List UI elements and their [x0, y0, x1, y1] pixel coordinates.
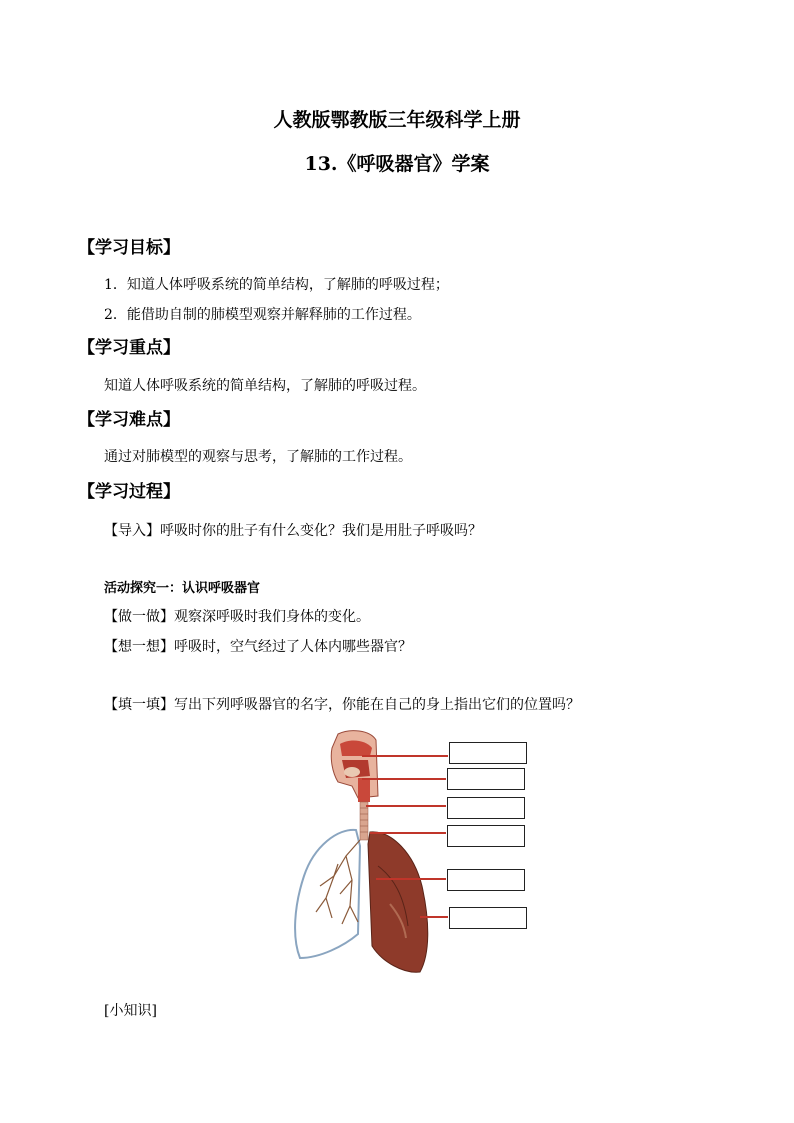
tongue	[344, 767, 360, 777]
answer-box-bronchi[interactable]	[447, 869, 525, 891]
leader-line-1	[362, 755, 448, 757]
process-heading: 【学习过程】	[78, 482, 180, 502]
answer-box-throat[interactable]	[447, 768, 525, 790]
document-subtitle: 13.《呼吸器官》学案	[304, 153, 490, 175]
leader-line-3	[366, 805, 446, 807]
activity-title: 活动探究一：认识呼吸器官	[104, 581, 261, 596]
leader-line-6	[420, 916, 448, 918]
think-task: 【想一想】呼吸时，空气经过了人体内哪些器官？	[104, 639, 412, 655]
difficulties-heading: 【学习难点】	[78, 410, 180, 430]
leader-line-5	[376, 878, 446, 880]
document-title: 人教版鄂教版三年级科学上册	[273, 109, 521, 131]
key-points-text: 知道人体呼吸系统的简单结构，了解肺的呼吸过程。	[104, 378, 426, 394]
objectives-heading: 【学习目标】	[78, 238, 180, 258]
right-lung	[368, 832, 428, 972]
objective-item-2: 2．能借助自制的肺模型观察并解释肺的工作过程。	[104, 307, 421, 323]
respiratory-system-illustration	[280, 726, 450, 976]
answer-box-lung[interactable]	[449, 907, 527, 929]
larynx	[358, 778, 370, 802]
fill-task: 【填一填】写出下列呼吸器官的名字，你能在自己的身上指出它们的位置吗？	[104, 697, 580, 713]
answer-box-nose[interactable]	[449, 742, 527, 764]
answer-box-larynx[interactable]	[447, 797, 525, 819]
key-points-heading: 【学习重点】	[78, 338, 180, 358]
intro-question: 【导入】呼吸时你的肚子有什么变化？我们是用肚子呼吸吗？	[104, 523, 482, 539]
respiratory-organs-drawing	[280, 726, 450, 976]
answer-box-trachea[interactable]	[447, 825, 525, 847]
objective-item-1: 1．知道人体呼吸系统的简单结构，了解肺的呼吸过程；	[104, 277, 449, 293]
leader-line-2	[362, 778, 446, 780]
leader-line-4	[370, 832, 446, 834]
tip-label: [小知识]	[104, 1003, 157, 1019]
do-task: 【做一做】观察深呼吸时我们身体的变化。	[104, 609, 370, 625]
difficulties-text: 通过对肺模型的观察与思考，了解肺的工作过程。	[104, 449, 412, 465]
